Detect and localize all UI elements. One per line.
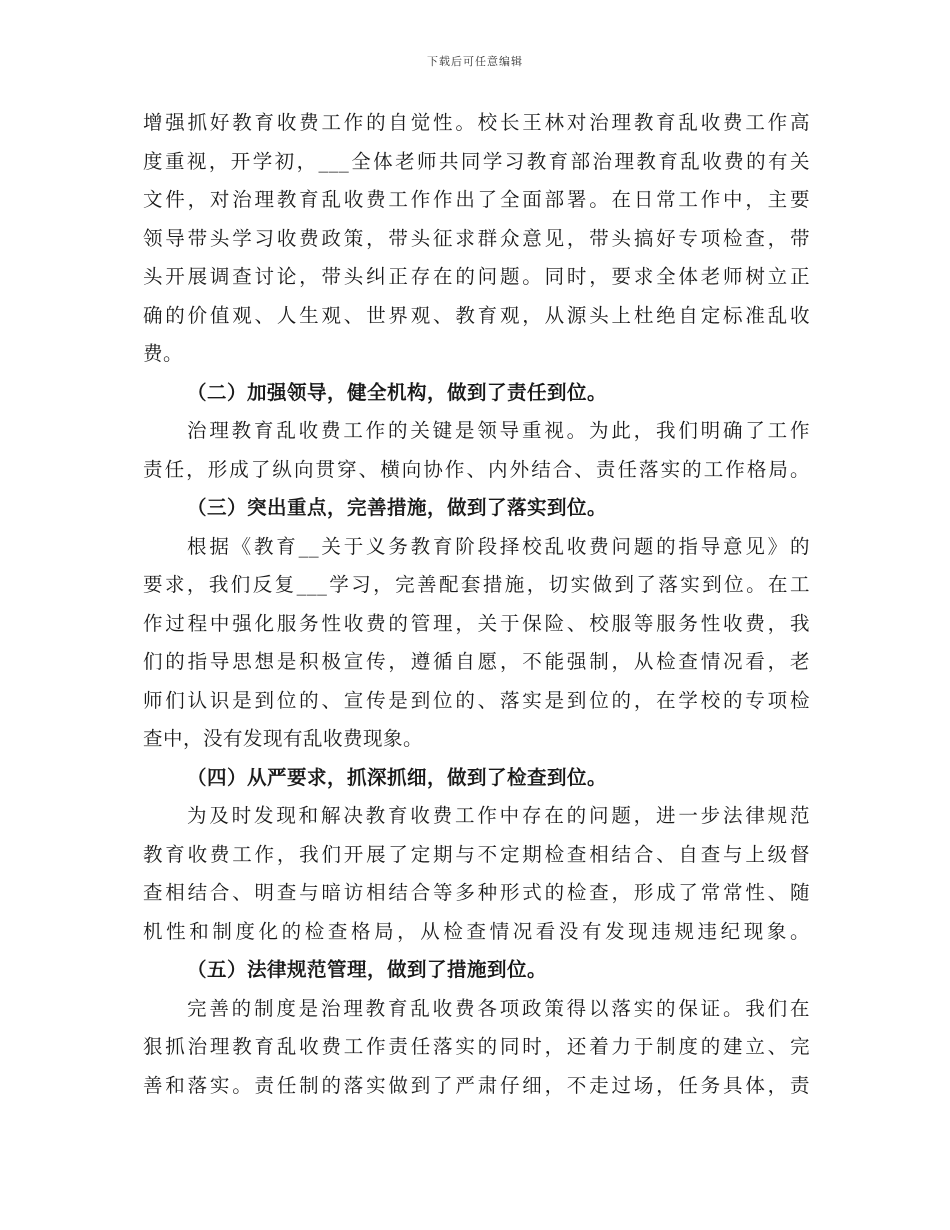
text-line: 头开展调查讨论，带头纠正存在的问题。同时，要求全体老师树立正 (143, 265, 810, 288)
text-line: 治理教育乱收费工作的关键是领导重视。为此，我们明确了工作 (187, 419, 810, 442)
text-line: 狠抓治理教育乱收费工作责任落实的同时，还着力于制度的建立、完 (143, 1035, 810, 1058)
section-heading: （二）加强领导，健全机构，做到了责任到位。 (187, 380, 608, 404)
text-line: 根据《教育__关于义务教育阶段择校乱收费问题的指导意见》的 (187, 534, 810, 558)
text-line: 善和落实。责任制的落实做到了严肃仔细，不走过场，任务具体，责 (143, 1073, 810, 1097)
text-line: 们的指导思想是积极宣传，遵循自愿，不能强制，从检查情况看，老 (143, 650, 810, 673)
section-heading: （四）从严要求，抓深抓细，做到了检查到位。 (187, 765, 608, 789)
text-line: 作过程中强化服务性收费的管理，关于保险、校服等服务性收费，我 (143, 611, 810, 635)
text-line: 教育收费工作，我们开展了定期与不定期检查相结合、自查与上级督 (143, 842, 810, 866)
document-body (143, 104, 810, 1105)
text-line: 查相结合、明查与暗访相结合等多种形式的检查，形成了常常性、随 (143, 881, 810, 904)
text-line: 师们认识是到位的、宣传是到位的、落实是到位的，在学校的专项检 (143, 688, 810, 712)
text-line: 领导带头学习收费政策，带头征求群众意见，带头搞好专项检查，带 (143, 226, 810, 250)
text-line: 费。 (143, 342, 184, 365)
page-header: 下载后可任意编辑 (427, 55, 523, 68)
text-line: 责任，形成了纵向贯穿、横向协作、内外结合、责任落实的工作格局。 (143, 457, 810, 481)
text-line: 增强抓好教育收费工作的自觉性。校长王林对治理教育乱收费工作高 (143, 111, 810, 134)
text-line: 机性和制度化的检查格局，从检查情况看没有发现违规违纪现象。 (143, 919, 810, 943)
section-heading: （三）突出重点，完善措施，做到了落实到位。 (187, 496, 608, 519)
text-line: 度重视，开学初，___全体老师共同学习教育部治理教育乱收费的有关 (143, 149, 810, 173)
text-line: 确的价值观、人生观、世界观、教育观，从源头上杜绝自定标准乱收 (143, 303, 810, 327)
section-heading: （五）法律规范管理，做到了措施到位。 (187, 958, 548, 981)
text-line: 查中，没有发现有乱收费现象。 (143, 727, 424, 750)
text-line: 完善的制度是治理教育乱收费各项政策得以落实的保证。我们在 (187, 996, 810, 1020)
text-line: 为及时发现和解决教育收费工作中存在的问题，进一步法律规范 (187, 804, 810, 827)
text-line: 要求，我们反复___学习，完善配套措施，切实做到了落实到位。在工 (143, 573, 810, 596)
text-line: 文件，对治理教育乱收费工作作出了全面部署。在日常工作中，主要 (143, 188, 810, 211)
